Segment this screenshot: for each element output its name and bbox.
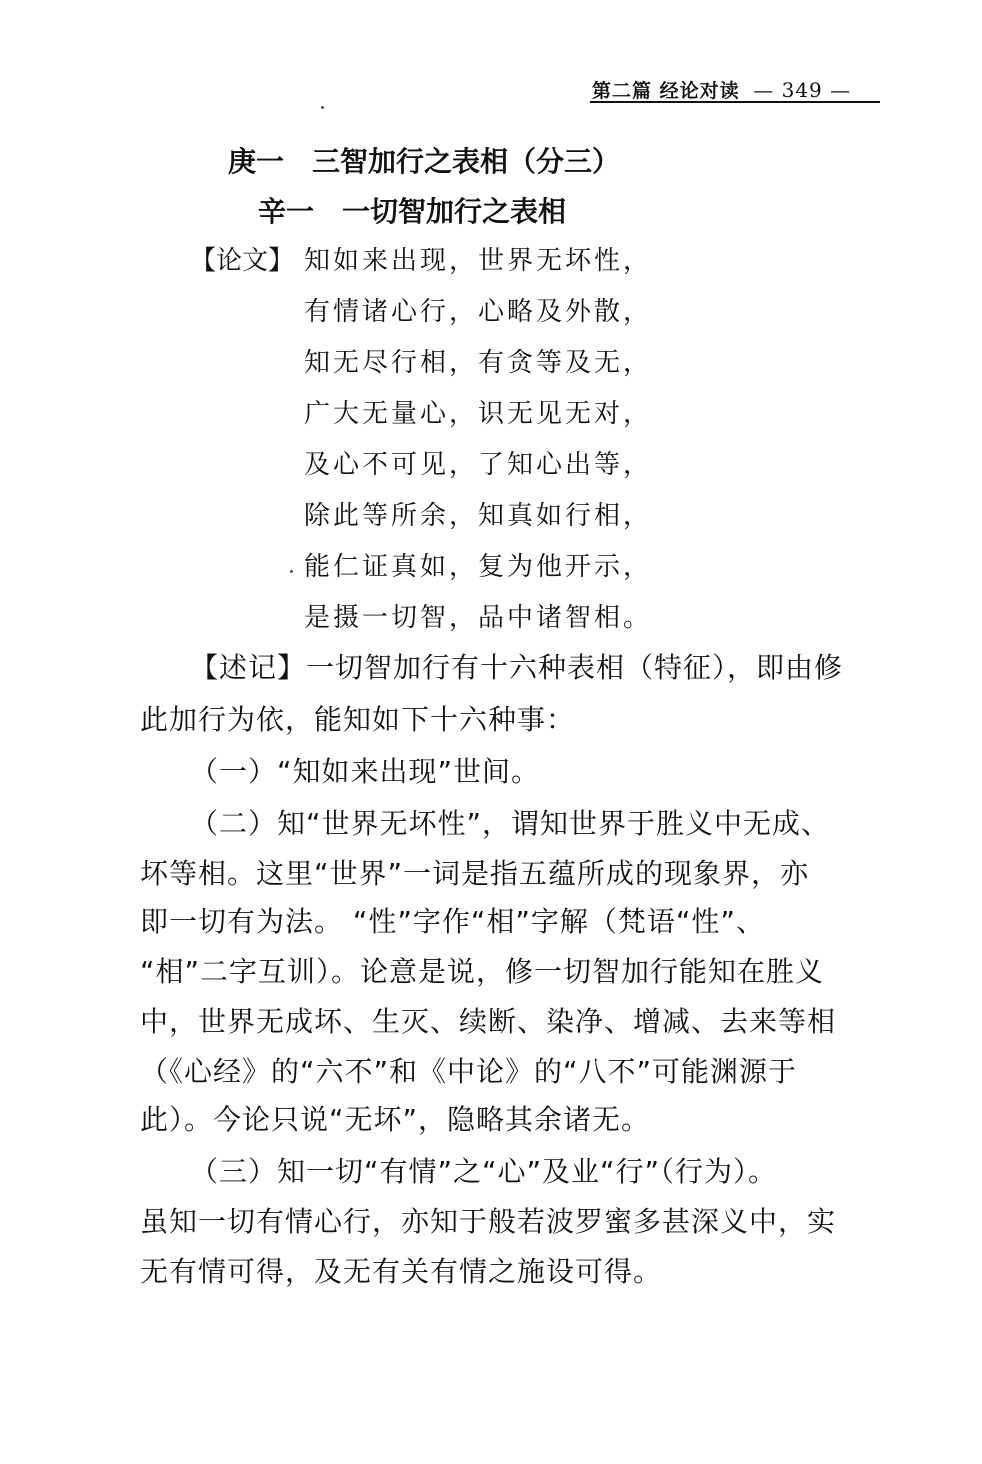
verse-line: 知如来出现，世界无坏性， (304, 246, 653, 276)
section-heading (228, 140, 620, 180)
running-title: 第二篇 经论对读 (592, 80, 740, 102)
commentary-line: （二）知“世界无坏性”，谓知世界于胜义中无成、 (190, 807, 831, 840)
section-title: 三智加行之表相（分三） (312, 145, 621, 178)
subsection-number: 辛一 (258, 195, 315, 228)
verse-label: 【论文】 (190, 246, 295, 276)
verse-line: 广大无量心，识无见无对， (304, 399, 653, 429)
verse-line: 知无尽行相，有贪等及无， (304, 348, 653, 378)
commentary-line: 虽知一切有情心行，亦知于般若波罗蜜多甚深义中，实 (140, 1205, 837, 1238)
verse-line: 能仁证真如，复为他开示， (304, 552, 653, 582)
commentary-line: （《心经》的“六不”和《中论》的“八不”可能渊源于 (140, 1055, 798, 1088)
subsection-title: 一切智加行之表相 (342, 195, 567, 228)
running-head (592, 76, 882, 103)
subsection-heading (258, 190, 566, 230)
scan-speck (321, 106, 324, 109)
commentary-line: 此）。今论只说“无坏”，隐略其余诸无。 (140, 1103, 651, 1136)
commentary-line: 即一切有为法。 “性”字作“相”字解（梵语“性”、 (140, 905, 765, 938)
commentary-line: 此加行为依，能知如下十六种事： (140, 703, 576, 736)
commentary-line: 无有情可得，及无有关有情之施设可得。 (140, 1255, 663, 1288)
commentary-line: “相”二字互训）。论意是说，修一切智加行能知在胜义 (140, 955, 825, 988)
verse-line: 有情诸心行，心略及外散， (304, 297, 653, 327)
verse-line: 是摄一切智，品中诸智相。 (304, 603, 653, 633)
commentary-line: 【述记】一切智加行有十六种表相（特征），即由修 (190, 651, 844, 684)
header-rule (590, 101, 880, 103)
verse-line: 除此等所余，知真如行相， (304, 501, 653, 531)
commentary-line: （一）“知如来出现”世间。 (190, 755, 541, 788)
commentary-line: 坏等相。这里“世界”一词是指五蕴所成的现象界，亦 (140, 857, 810, 890)
scan-speck (290, 570, 293, 573)
commentary-line: 中，世界无成坏、生灭、续断、染净、增减、去来等相 (140, 1005, 837, 1038)
page-number: — 349 — (753, 78, 852, 102)
commentary-line: （三）知一切“有情”之“心”及业“行”（行为）。 (190, 1155, 778, 1188)
section-number: 庚一 (228, 145, 285, 178)
verse-line: 及心不可见，了知心出等， (304, 450, 653, 480)
